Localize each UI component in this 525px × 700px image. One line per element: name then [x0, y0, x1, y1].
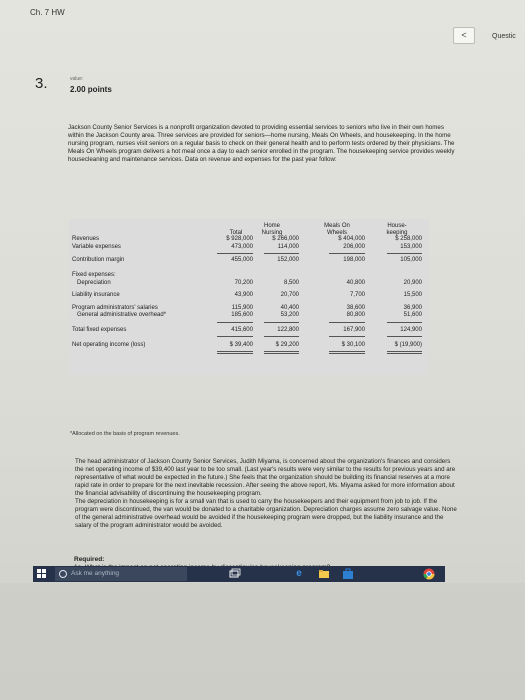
- cell-meals: 7,700: [349, 292, 365, 298]
- row-label: Fixed expenses:: [72, 272, 116, 278]
- search-placeholder: Ask me anything: [71, 570, 120, 577]
- table-rule: [217, 351, 253, 352]
- cell-house: 15,500: [403, 292, 422, 298]
- back-button[interactable]: <: [453, 27, 475, 44]
- file-explorer-icon[interactable]: [318, 568, 330, 580]
- header-meals-top: Meals On: [324, 223, 350, 229]
- table-row: [69, 327, 429, 336]
- cell-home: 20,700: [280, 292, 299, 298]
- table-row: [69, 342, 429, 351]
- header-home-bottom: Nursing: [261, 230, 283, 236]
- header-home-top: Home: [263, 223, 280, 229]
- table-rule: [387, 253, 422, 254]
- cell-home: 122,800: [277, 327, 299, 333]
- cell-house: 20,900: [403, 280, 422, 286]
- header-meals-bottom: Wheels: [326, 230, 347, 236]
- cell-total: 70,200: [234, 280, 253, 286]
- row-label: Variable expenses: [72, 244, 121, 250]
- task-view-icon[interactable]: [229, 568, 241, 580]
- cell-home: $ 29,200: [275, 342, 299, 348]
- cell-home: 152,000: [277, 257, 299, 263]
- table-rule: [387, 351, 422, 352]
- table-row: [69, 312, 429, 321]
- cell-total: 185,600: [231, 312, 253, 318]
- table-rule: [329, 353, 365, 354]
- row-label: Total fixed expenses: [72, 327, 127, 333]
- cell-meals: $ 30,100: [341, 342, 365, 348]
- questions-link[interactable]: Questic: [492, 33, 516, 40]
- cell-house: 51,600: [403, 312, 422, 318]
- cell-house: 153,000: [400, 244, 422, 250]
- financial-table: [69, 219, 429, 375]
- taskbar-search[interactable]: [55, 567, 187, 581]
- search-icon: [59, 570, 67, 578]
- tab-title[interactable]: Ch. 7 HW: [30, 8, 65, 17]
- row-label: Net operating income (loss): [72, 342, 146, 348]
- cell-home: 8,500: [283, 280, 299, 286]
- cell-total: 43,900: [234, 292, 253, 298]
- table-row: [69, 280, 429, 289]
- header-house-bottom: keeping: [386, 230, 408, 236]
- cell-total: 415,600: [231, 327, 253, 333]
- header-house-top: House-: [387, 223, 407, 229]
- row-label: Liability insurance: [72, 292, 120, 298]
- cell-total: $ 39,400: [229, 342, 253, 348]
- cell-meals: 198,000: [343, 257, 365, 263]
- table-rule: [264, 351, 299, 352]
- cell-meals: 40,800: [346, 280, 365, 286]
- cell-meals: 167,900: [343, 327, 365, 333]
- question-number: 3.: [35, 75, 48, 92]
- table-rule: [387, 353, 422, 354]
- table-rule: [329, 351, 365, 352]
- row-label: Depreciation: [77, 280, 111, 286]
- cell-house: 36,900: [403, 305, 422, 311]
- table-row: [69, 292, 429, 301]
- required-label: Required:: [74, 556, 105, 563]
- windows-icon[interactable]: [37, 569, 47, 579]
- table-rule: [329, 322, 365, 323]
- cell-home: 40,400: [280, 305, 299, 311]
- cell-home: $ 266,000: [272, 236, 299, 242]
- narrative-paragraph-1: The head administrator of Jackson County Senior Services, Judith Miyama, is concerned about the organization's finances and considers the net operating income of $39,400 last year to be too small. (Last year's results were very similar to the results for previous years and are representative of what would be expected in the future.) She feels that the organization should be building its financial reserves at a more rapid rate in order to prepare for the next inevitable recession. After seeing the above report, Ms. Miyama asked for more information about the financial advisability of discontinuing the housekeeping program.: [75, 458, 456, 497]
- cell-meals: 80,800: [346, 312, 365, 318]
- cell-meals: 206,000: [343, 244, 365, 250]
- cell-home: 53,200: [280, 312, 299, 318]
- row-label: Revenues: [72, 236, 100, 242]
- cell-total: 455,000: [231, 257, 253, 263]
- table-rule: [387, 322, 422, 323]
- row-label: General administrative overhead*: [77, 312, 167, 318]
- edge-icon[interactable]: e: [296, 568, 302, 579]
- cell-total: 115,900: [231, 305, 253, 311]
- table-rule: [217, 353, 253, 354]
- taskbar: [33, 566, 445, 582]
- table-rule: [329, 253, 365, 254]
- row-label: Contribution margin: [72, 257, 125, 263]
- row-label: Program administrators' salaries: [72, 305, 158, 311]
- table-rule: [264, 353, 299, 354]
- table-rule: [217, 336, 253, 337]
- cell-home: 114,000: [277, 244, 299, 250]
- table-rule: [217, 253, 253, 254]
- table-rule: [264, 322, 299, 323]
- table-rule: [329, 336, 365, 337]
- cell-meals: 38,600: [346, 305, 365, 311]
- chrome-icon[interactable]: [423, 568, 435, 580]
- table-rule: [217, 322, 253, 323]
- screen-glare: [0, 583, 525, 700]
- value-label: value:: [70, 76, 84, 82]
- cell-house: 124,900: [400, 327, 422, 333]
- table-footnote: *Allocated on the basis of program revenues.: [70, 431, 180, 437]
- store-icon[interactable]: [342, 568, 354, 580]
- cell-total: $ 928,000: [226, 236, 253, 242]
- intro-paragraph: Jackson County Senior Services is a nonprofit organization devoted to providing essential services to seniors who live in their own homes within the Jackson County area. Three services are provided for seniors—home nursing, Meals On Wheels, and housekeeping. In the home nursing program, nurses visit seniors on a regular basis to check on their general health and to perform tests ordered by their physicians. The Meals On Wheels program delivers a hot meal once a day to each senior enrolled in the program. The housekeeping service provides weekly housecleaning and maintenance services. Data on revenue and expenses for the past year follow:: [68, 124, 455, 163]
- header-total: Total: [229, 230, 243, 236]
- cell-total: 473,000: [231, 244, 253, 250]
- table-rule: [264, 336, 299, 337]
- table-rule: [264, 253, 299, 254]
- table-row: [69, 257, 429, 266]
- cell-house: $ 258,000: [395, 236, 422, 242]
- table-rule: [387, 336, 422, 337]
- cell-meals: $ 404,000: [338, 236, 365, 242]
- cell-house: 105,000: [400, 257, 422, 263]
- cell-house: $ (19,900): [394, 342, 422, 348]
- table-row: [69, 244, 429, 253]
- narrative-paragraph-2: The depreciation in housekeeping is for a small van that is used to carry the housekeepers and their equipment from job to job. If the program were discontinued, the van would be donated to a charitable organization. Depreciation charges assume zero salvage value. None of the general administrative overhead would be avoided if the housekeeping program were dropped, but the liability insurance and the salary of the program administrator would be avoided.: [75, 498, 457, 529]
- question-points: 2.00 points: [70, 85, 112, 94]
